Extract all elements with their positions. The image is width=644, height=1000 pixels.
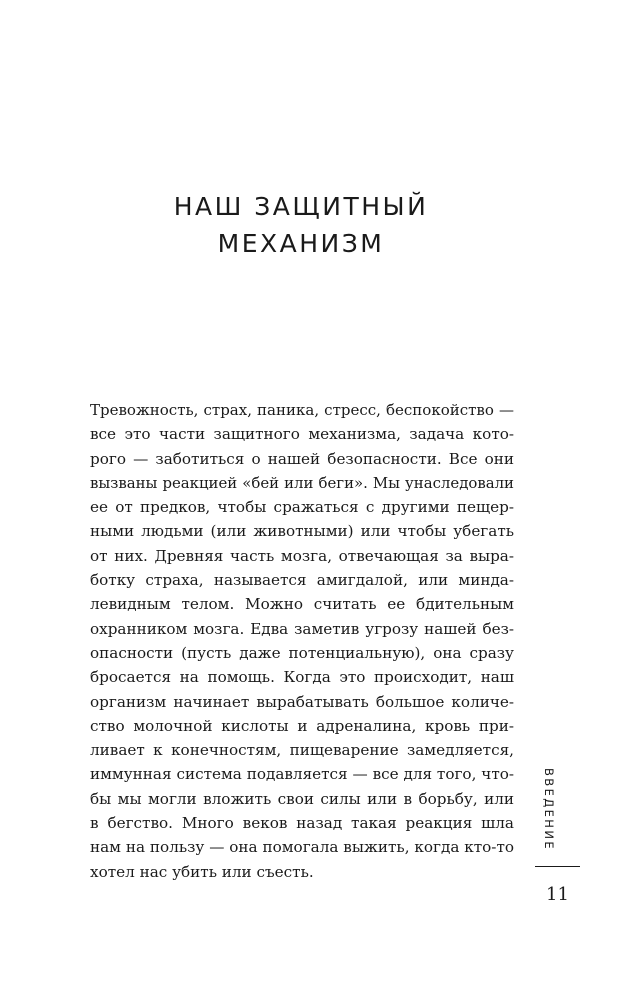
page-number: 11 bbox=[546, 884, 569, 905]
chapter-title-line-2: МЕХАНИЗМ bbox=[217, 229, 385, 258]
body-line: от них. Древняя часть мозга, отвечающая за выра- bbox=[90, 546, 514, 565]
body-line: бросается на помощь. Когда это происходит, наш bbox=[90, 668, 514, 687]
body-line-last: хотел нас убить или съесть. bbox=[90, 862, 314, 881]
chapter-title-line-1: НАШ ЗАЩИТНЫЙ bbox=[173, 192, 429, 221]
body-paragraph bbox=[90, 398, 514, 884]
body-line: организм начинает вырабатывать большое количе- bbox=[90, 692, 514, 711]
section-label: ВВЕДЕНИЕ bbox=[542, 768, 556, 852]
body-line: опасности (пусть даже потенциальную), она сразу bbox=[90, 643, 514, 662]
body-line: ство молочной кислоты и адреналина, кровь при- bbox=[90, 716, 514, 735]
body-line: рого — заботиться о нашей безопасности. Все они bbox=[90, 449, 514, 468]
body-line: ее от предков, чтобы сражаться с другими пещер- bbox=[90, 498, 514, 517]
body-line: все это части защитного механизма, задача кото- bbox=[90, 425, 514, 444]
body-line: в бегство. Много веков назад такая реакция шла bbox=[90, 814, 514, 833]
body-line: ливает к конечностям, пищеварение замедляется, bbox=[90, 741, 514, 760]
body-line: Тревожность, страх, паника, стресс, беспокойство — bbox=[90, 401, 514, 419]
body-line: ными людьми (или животными) или чтобы убегать bbox=[90, 522, 514, 541]
body-line: иммунная система подавляется — все для того, что- bbox=[90, 765, 514, 784]
page-number-divider bbox=[535, 866, 580, 867]
body-line: вызваны реакцией «бей или беги». Мы унаследовали bbox=[90, 473, 514, 492]
body-line: бы мы могли вложить свои силы или в борьбу, или bbox=[90, 789, 514, 808]
body-line: нам на пользу — она помогала выжить, когда кто-то bbox=[90, 838, 514, 857]
body-line: охранником мозга. Едва заметив угрозу нашей без- bbox=[90, 619, 514, 638]
body-line: ботку страха, называется амигдалой, или минда- bbox=[90, 571, 514, 590]
body-line: левидным телом. Можно считать ее бдительным bbox=[90, 595, 514, 614]
chapter-title bbox=[0, 188, 602, 262]
